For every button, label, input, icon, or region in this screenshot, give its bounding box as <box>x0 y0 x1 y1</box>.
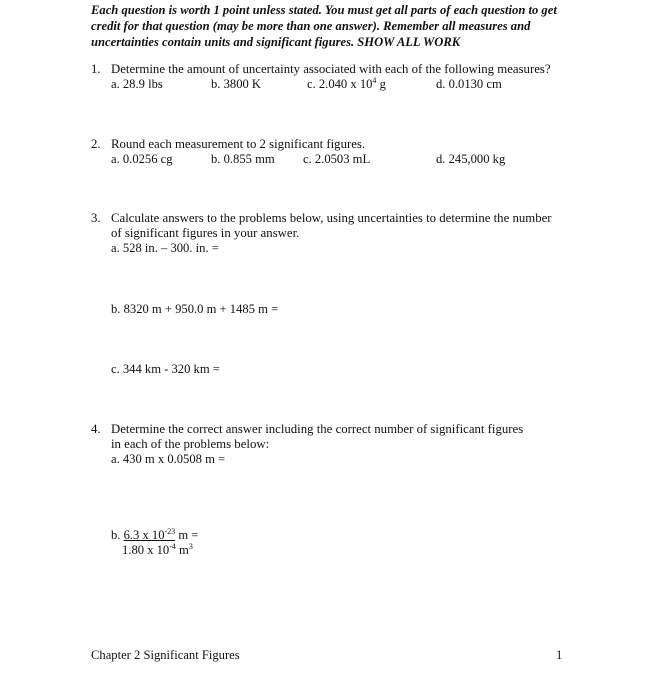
question-4 <box>91 422 523 437</box>
q1-option-a: a. 28.9 lbs <box>111 77 163 91</box>
footer-chapter: Chapter 2 Significant Figures <box>91 648 240 662</box>
question-3-text-cont: of significant figures in your answer. <box>111 226 300 240</box>
q3-part-b: b. 8320 m + 950.0 m + 1485 m = <box>111 302 279 316</box>
question-1 <box>91 62 551 77</box>
q1-option-d: d. 0.0130 cm <box>436 77 502 91</box>
q4-part-b-numerator: b. 6.3 x $10^{-23}$ m = <box>111 527 199 542</box>
q3-part-a: a. 528 in. – 300. in. = <box>111 241 219 255</box>
question-3 <box>91 211 552 226</box>
page-number: 1 <box>556 648 563 662</box>
question-number: 2. <box>91 137 101 151</box>
q3-part-c: c. 344 km - 320 km = <box>111 362 220 376</box>
q1-option-c: c. 2.040 x $10^4$ g <box>307 76 386 91</box>
q1-option-b: b. 3800 K <box>211 77 262 91</box>
q2-option-b: b. 0.855 mm <box>211 152 275 166</box>
q4-part-a: a. 430 m x 0.0508 m = <box>111 452 226 466</box>
question-4-text-cont: in each of the problems below: <box>111 437 270 451</box>
question-number: 4. <box>91 422 101 436</box>
question-text: Determine the amount of uncertainty associated with each of the following measures? <box>111 62 551 76</box>
question-2 <box>91 137 365 152</box>
instructions: Each question is worth 1 point unless stated. You must get all parts of each question to get credit for that question (may be more than one answer). Remember all measures and uncertainties contain units and significant figures. SHOW ALL WORK <box>91 3 557 49</box>
question-number: 3. <box>91 211 101 225</box>
question-text: Calculate answers to the problems below, using uncertainties to determine the number <box>111 211 552 225</box>
q2-option-d: d. 245,000 kg <box>436 152 506 166</box>
question-number: 1. <box>91 62 101 76</box>
question-text: Determine the correct answer including the correct number of significant figures <box>111 422 524 436</box>
q2-option-a: a. 0.0256 cg <box>111 152 173 166</box>
q2-option-c: c. 2.0503 mL <box>303 152 371 166</box>
question-text: Round each measurement to 2 significant figures. <box>111 137 366 151</box>
q4-part-b-denominator: 1.80 x $10^{-4}$ $m^3$ <box>122 542 193 557</box>
